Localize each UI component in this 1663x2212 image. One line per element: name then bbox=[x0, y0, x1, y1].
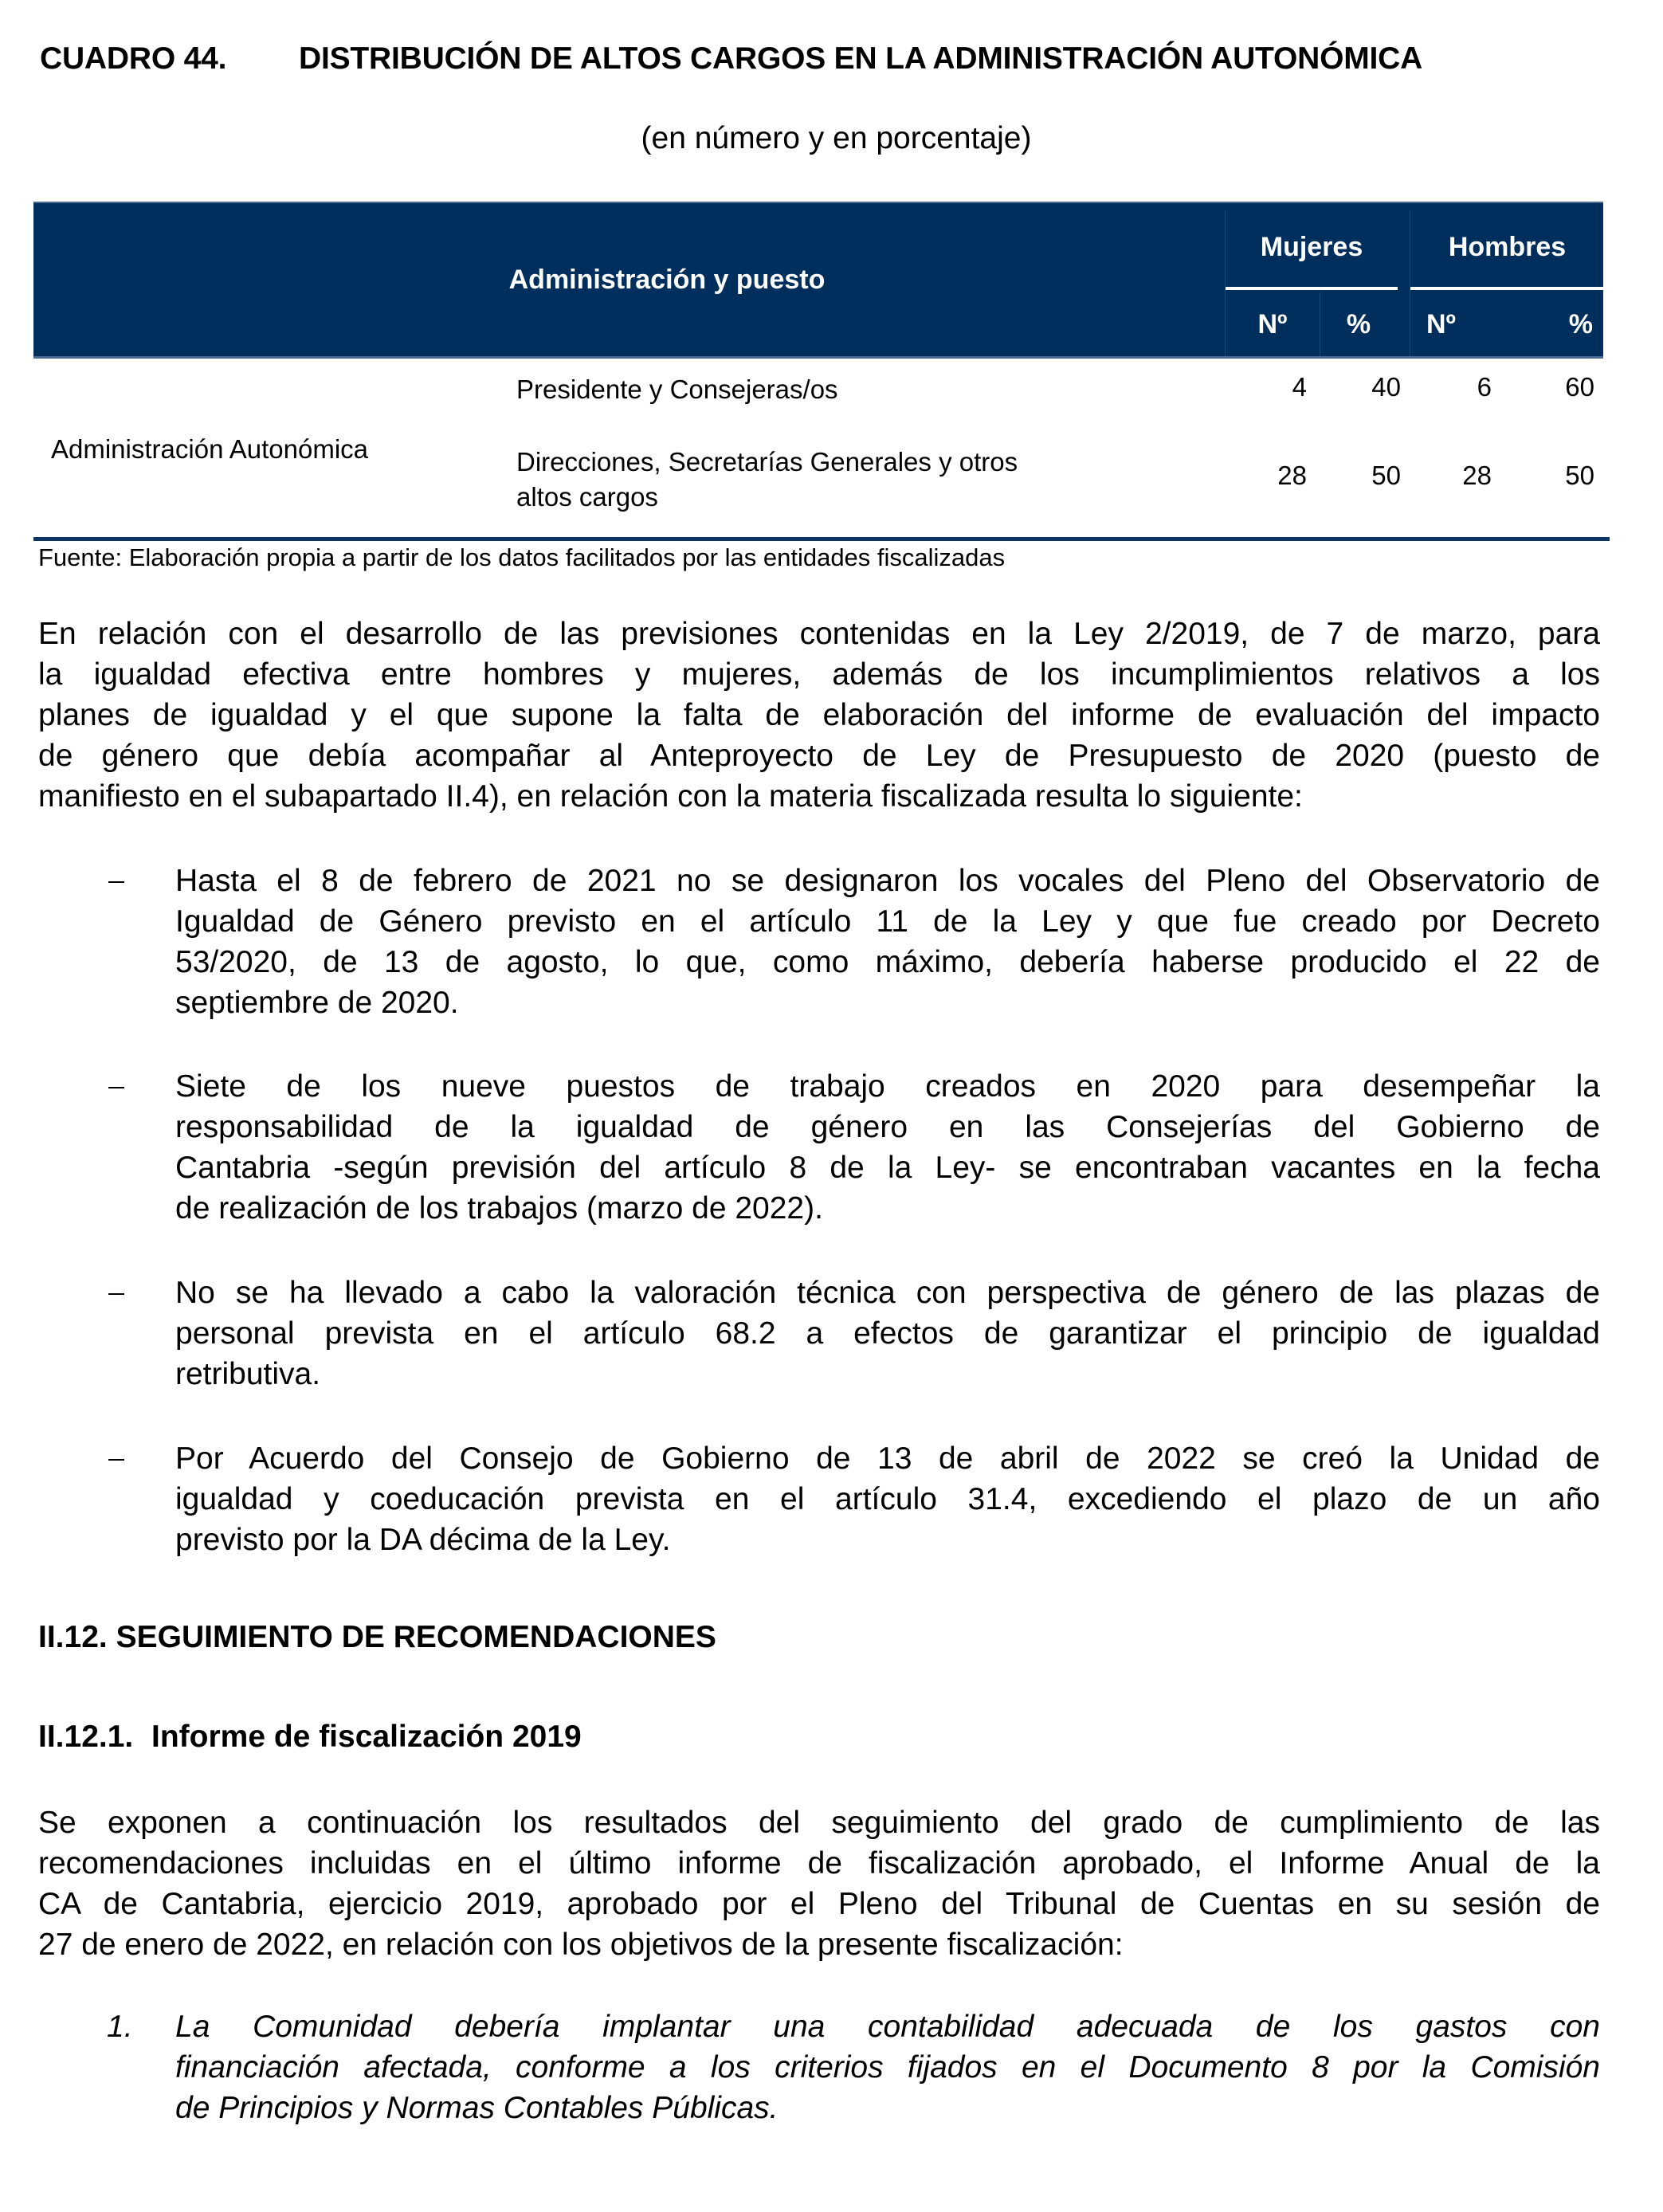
bullet-line: Igualdad de Género previsto en el artículo 11 de la Ley y que fue creado por Decreto bbox=[175, 904, 1600, 939]
bullet-line: Hasta el 8 de febrero de 2021 no se designaron los vocales del Pleno del Observatorio de bbox=[175, 864, 1600, 898]
bullet-line: 53/2020, de 13 de agosto, lo que, como máximo, debería haberse producido el 22 de bbox=[175, 945, 1600, 979]
bullet-text bbox=[175, 861, 1600, 1023]
recommendation-number: 1. bbox=[107, 2010, 133, 2044]
intro-paragraph bbox=[38, 614, 1600, 817]
paragraph-line: Se exponen a continuación los resultados del seguimiento del grado de cumplimiento de las bbox=[38, 1806, 1600, 1840]
header-group-mujeres bbox=[1225, 210, 1398, 356]
subsection-heading bbox=[38, 1720, 582, 1755]
bullet-line: Siete de los nueve puestos de trabajo creados en 2020 para desempeñar la bbox=[175, 1069, 1600, 1104]
header-divider bbox=[1410, 287, 1604, 290]
puesto-line: Presidente y Consejeras/os bbox=[516, 375, 838, 404]
hombres-number-cell: 28 bbox=[1462, 461, 1492, 490]
header-hombres-label: Hombres bbox=[1448, 231, 1567, 262]
table-caption-title: DISTRIBUCIÓN DE ALTOS CARGOS EN LA ADMINISTRACIÓN AUTONÓMICA bbox=[299, 41, 1423, 76]
paragraph-line: la igualdad efectiva entre hombres y mujeres, además de los incumplimientos relativos a los bbox=[38, 657, 1600, 692]
table-caption bbox=[40, 41, 1618, 76]
bullet-line: Por Acuerdo del Consejo de Gobierno de 13 de abril de 2022 se creó la Unidad de bbox=[175, 1441, 1600, 1476]
bullet-text bbox=[175, 1273, 1600, 1394]
table-header bbox=[33, 202, 1603, 356]
section-title: SEGUIMIENTO DE RECOMENDACIONES bbox=[116, 1620, 716, 1654]
table-caption-subtitle: (en número y en porcentaje) bbox=[641, 121, 1032, 155]
recommendation-line: La Comunidad debería implantar una contabilidad adecuada de los gastos con bbox=[175, 2010, 1600, 2044]
puesto-line: altos cargos bbox=[516, 482, 658, 512]
recommendation-line: financiación afectada, conforme a los criterios fijados en el Documento 8 por la Comisión bbox=[175, 2050, 1600, 2085]
hombres-number-cell: 6 bbox=[1477, 372, 1492, 402]
subsection-number: II.12.1. bbox=[38, 1720, 134, 1754]
bullet-line: previsto por la DA décima de la Ley. bbox=[175, 1523, 671, 1557]
mujeres-number-cell: 4 bbox=[1292, 372, 1307, 402]
header-divider bbox=[1226, 287, 1398, 290]
bullet-text bbox=[175, 1438, 1600, 1560]
bullet-line: responsabilidad de la igualdad de género en las Consejerías del Gobierno de bbox=[175, 1110, 1600, 1144]
header-mujeres-percent: % bbox=[1346, 308, 1371, 339]
paragraph-line: En relación con el desarrollo de las previsiones contenidas en la Ley 2/2019, de 7 de marzo, para bbox=[38, 617, 1600, 651]
header-hombres-percent: % bbox=[1568, 308, 1593, 339]
bullet-line: retributiva. bbox=[175, 1357, 321, 1391]
bullet-line: igualdad y coeducación prevista en el artículo 31.4, excediendo el plazo de un año bbox=[175, 1482, 1600, 1516]
section-heading bbox=[38, 1620, 716, 1655]
header-administracion-puesto: Administración y puesto bbox=[508, 264, 826, 295]
bullet-line: Cantabria -según previsión del artículo 8 de la Ley- se encontraban vacantes en la fecha bbox=[175, 1151, 1600, 1185]
hombres-percent-cell: 50 bbox=[1565, 461, 1594, 490]
header-mujeres-label: Mujeres bbox=[1260, 231, 1363, 262]
paragraph-line: CA de Cantabria, ejercicio 2019, aprobado por el Pleno del Tribunal de Cuentas en su sesión de bbox=[38, 1887, 1600, 1921]
distribution-table bbox=[33, 202, 1603, 542]
header-mujeres-number: Nº bbox=[1226, 292, 1320, 356]
recommendation-line: de Principios y Normas Contables Públicas. bbox=[175, 2091, 779, 2125]
puesto-line: Direcciones, Secretarías Generales y otros bbox=[516, 447, 1018, 477]
table-body bbox=[33, 359, 1603, 542]
paragraph-line: de género que debía acompañar al Anteproyecto de Ley de Presupuesto de 2020 (puesto de bbox=[38, 739, 1600, 773]
follow-up-paragraph bbox=[38, 1802, 1600, 1965]
header-hombres-number: Nº bbox=[1426, 308, 1456, 339]
mujeres-number-cell: 28 bbox=[1277, 461, 1307, 490]
bullet-line: No se ha llevado a cabo la valoración técnica con perspectiva de género de las plazas de bbox=[175, 1276, 1600, 1310]
paragraph-line: 27 de enero de 2022, en relación con los objetivos de la presente fiscalización: bbox=[38, 1928, 1124, 1962]
recommendation-text bbox=[175, 2006, 1600, 2128]
puesto-cell bbox=[516, 445, 1138, 515]
table-source-note: Fuente: Elaboración propia a partir de los datos facilitados por las entidades fiscalizadas bbox=[38, 543, 1006, 571]
bullet-line: septiembre de 2020. bbox=[175, 986, 459, 1020]
section-number: II.12. bbox=[38, 1620, 108, 1654]
subsection-title: Informe de fiscalización 2019 bbox=[151, 1720, 582, 1754]
puesto-cell bbox=[516, 372, 1138, 407]
paragraph-line: manifiesto en el subapartado II.4), en relación con la materia fiscalizada resulta lo siguiente: bbox=[38, 779, 1303, 814]
paragraph-line: planes de igualdad y el que supone la falta de elaboración del informe de evaluación del impacto bbox=[38, 698, 1600, 732]
bullet-line: de realización de los trabajos (marzo de 2022). bbox=[175, 1191, 823, 1226]
paragraph-line: recomendaciones incluidas en el último informe de fiscalización aprobado, el Informe Anual de la bbox=[38, 1846, 1600, 1881]
header-group-hombres bbox=[1410, 210, 1604, 356]
hombres-percent-cell: 60 bbox=[1565, 372, 1594, 402]
table-caption-number: CUADRO 44. bbox=[40, 41, 227, 76]
bullet-line: personal prevista en el artículo 68.2 a efectos de garantizar el principio de igualdad bbox=[175, 1316, 1600, 1351]
bullet-text bbox=[175, 1066, 1600, 1229]
table-bottom-rule bbox=[33, 537, 1610, 541]
administration-cell: Administración Autonómica bbox=[51, 434, 369, 464]
mujeres-percent-cell: 40 bbox=[1371, 372, 1401, 402]
mujeres-percent-cell: 50 bbox=[1371, 461, 1401, 490]
